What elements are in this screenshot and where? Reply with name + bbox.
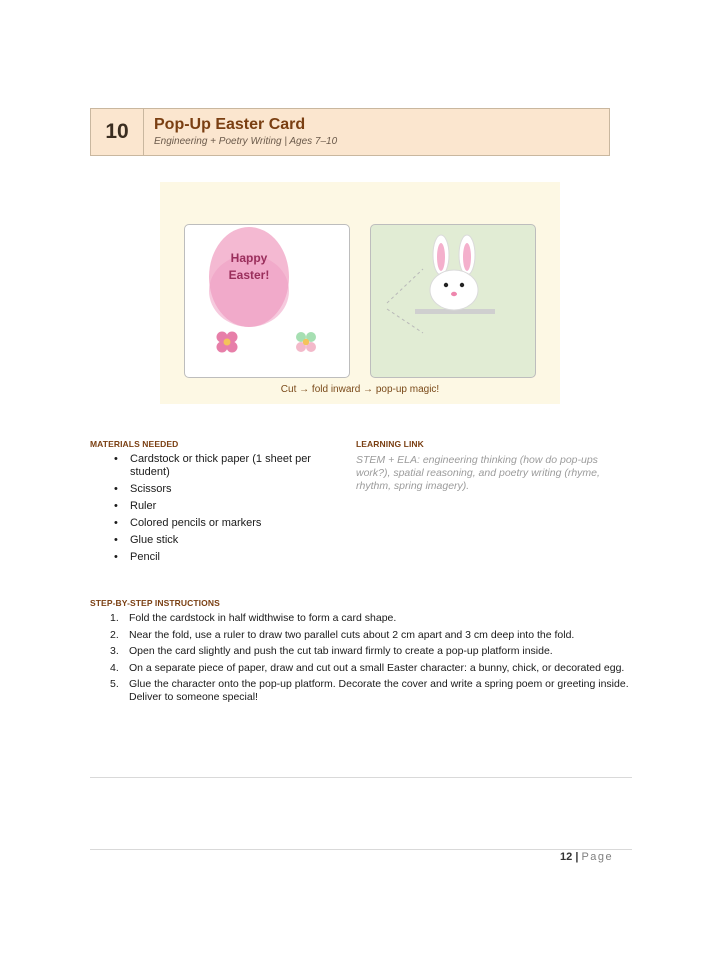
activity-header: [90, 108, 610, 156]
step-text: On a separate piece of paper, draw and cut out a small Easter character: a bunny, chick, or decorated egg.: [129, 661, 625, 674]
activity-number: 10: [91, 109, 144, 155]
step-item: [110, 612, 630, 625]
step-text: Fold the cardstock in half widthwise to form a card shape.: [129, 612, 397, 624]
step-number: 1.: [110, 612, 119, 624]
step-item: [110, 662, 630, 675]
page-number: 12: [560, 851, 573, 863]
activity-title: Pop-Up Easter Card: [154, 116, 306, 133]
card-inside: [370, 224, 536, 378]
illustration-caption: Cut → fold inward → pop-up magic!: [280, 384, 440, 395]
popup-card-illustration: [160, 182, 560, 404]
page-footer: [560, 851, 613, 863]
flower-left-icon: [217, 332, 238, 353]
list-item: • Pencil: [112, 551, 342, 564]
step-item: [110, 678, 630, 703]
materials-heading: MATERIALS NEEDED: [90, 439, 179, 449]
list-item: • Glue stick: [112, 534, 342, 547]
step-item: [110, 645, 630, 658]
cover-art: [185, 225, 351, 379]
step-text: Glue the character onto the pop-up platform. Decorate the cover and write a spring poem or greeting inside. Deliver to someone special!: [129, 678, 629, 703]
card-cover: [184, 224, 350, 378]
egg-greeting-line2: Easter!: [228, 268, 270, 282]
step-number: 5.: [110, 678, 119, 690]
footer-separator: |: [575, 851, 579, 863]
learning-link-text: STEM + ELA: engineering thinking (how do pop-ups work?), spatial reasoning, and poetry writing (rhyme, rhythm, spring imagery).: [356, 454, 600, 492]
step-text: Open the card slightly and push the cut tab inward firmly to create a pop-up platform inside.: [129, 645, 553, 657]
step-number: 2.: [110, 628, 119, 641]
learning-link-heading: LEARNING LINK: [356, 439, 424, 449]
step-number: 3.: [110, 645, 119, 657]
egg-greeting-line1: Happy: [230, 251, 268, 265]
fold-lines: [387, 269, 423, 333]
step-number: 4.: [110, 661, 119, 674]
materials-list: [112, 453, 342, 568]
bunny-icon: [430, 235, 478, 310]
flower-right-icon: [296, 332, 316, 352]
step-text: Near the fold, use a ruler to draw two parallel cuts about 2 cm apart and 3 cm deep into the fold.: [129, 628, 575, 641]
list-item: • Colored pencils or markers: [112, 517, 342, 530]
instructions-heading: STEP-BY-STEP INSTRUCTIONS: [90, 598, 220, 608]
footer-divider: [90, 849, 632, 850]
list-item: • Cardstock or thick paper (1 sheet per student): [112, 453, 342, 479]
activity-subtitle: Engineering + Poetry Writing | Ages 7–10: [154, 136, 338, 147]
egg-lower-shade: [209, 255, 289, 327]
content-divider: [90, 777, 632, 778]
activity-title-block: [144, 109, 337, 155]
list-item: • Ruler: [112, 500, 342, 513]
instructions-list: [110, 612, 630, 707]
step-item: [110, 629, 630, 642]
page-label: Page: [581, 851, 614, 863]
list-item: • Scissors: [112, 483, 342, 496]
inside-art: [371, 225, 537, 379]
